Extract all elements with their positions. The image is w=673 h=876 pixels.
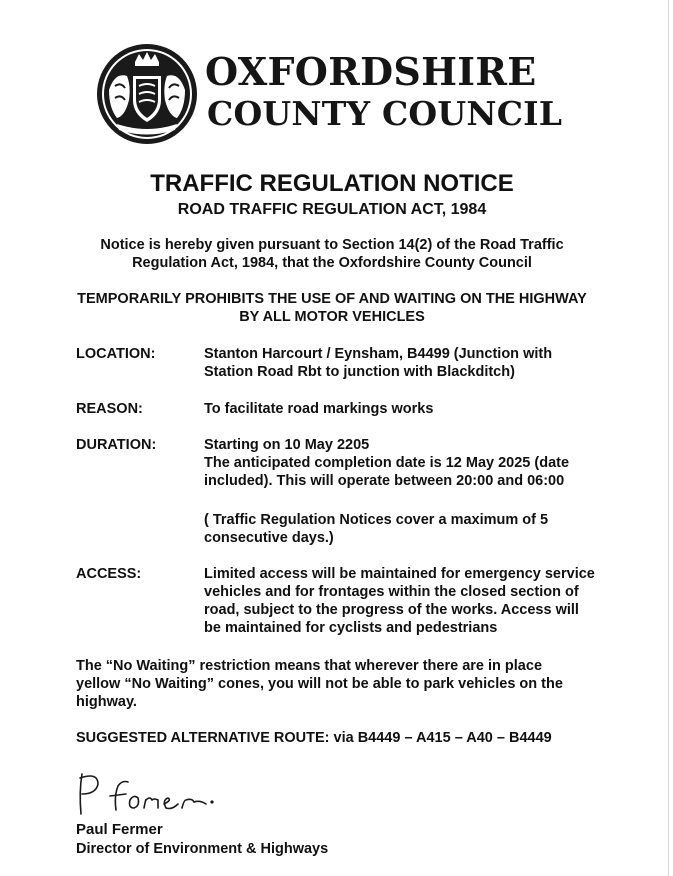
duration-line: included). This will operate between 20:00 and 06:00: [204, 473, 565, 489]
duration-note-line: consecutive days.): [204, 530, 334, 546]
no-waiting-line: The “No Waiting” restriction means that wherever there are in place: [76, 658, 543, 674]
duration-line: Starting on 10 May 2205: [204, 437, 370, 453]
prohibition-line: BY ALL MOTOR VEHICLES: [239, 309, 425, 325]
council-name-line2: COUNTY COUNCIL: [207, 94, 563, 133]
access-value: [204, 565, 644, 637]
no-waiting-paragraph: [76, 657, 636, 711]
duration-line: The anticipated completion date is 12 May 2025 (date: [204, 455, 570, 471]
council-name: [205, 49, 575, 133]
notice-title: TRAFFIC REGULATION NOTICE: [150, 170, 514, 197]
access-line: Limited access will be maintained for emergency service: [204, 566, 595, 582]
access-line: be maintained for cyclists and pedestrians: [204, 620, 498, 636]
reason-label: REASON:: [76, 401, 143, 417]
intro-line: Regulation Act, 1984, that the Oxfordshire County Council: [132, 255, 532, 271]
location-label: LOCATION:: [76, 346, 156, 362]
location-value: [204, 345, 644, 381]
intro-line: Notice is hereby given pursuant to Section 14(2) of the Road Traffic: [100, 237, 564, 253]
no-waiting-line: yellow “No Waiting” cones, you will not be able to park vehicles on the: [76, 676, 563, 692]
duration-note-line: ( Traffic Regulation Notices cover a maximum of 5: [204, 512, 549, 528]
signatory-name: Paul Fermer: [76, 821, 163, 838]
council-name-line1: OXFORDSHIRE: [205, 49, 537, 94]
signature-image: [76, 770, 226, 822]
location-line: Station Road Rbt to junction with Blackditch): [204, 364, 515, 380]
duration-note: [204, 511, 644, 547]
duration-value: [204, 436, 644, 490]
access-line: vehicles and for frontages within the closed section of: [204, 584, 579, 600]
signatory-title: Director of Environment & Highways: [76, 841, 329, 857]
location-line: Stanton Harcourt / Eynsham, B4499 (Junction with: [204, 346, 553, 362]
notice-intro: [0, 236, 664, 272]
reason-value: To facilitate road markings works: [204, 401, 434, 417]
duration-label: DURATION:: [76, 437, 157, 453]
prohibition-line: TEMPORARILY PROHIBITS THE USE OF AND WAITING ON THE HIGHWAY: [77, 291, 587, 307]
notice-subtitle: ROAD TRAFFIC REGULATION ACT, 1984: [177, 201, 487, 218]
no-waiting-line: highway.: [76, 694, 137, 710]
page-edge-line: [668, 0, 669, 876]
access-line: road, subject to the progress of the works. Access will: [204, 602, 579, 618]
prohibition-statement: [0, 290, 664, 326]
alternative-route: SUGGESTED ALTERNATIVE ROUTE: via B4449 – A415 – A40 – B4449: [76, 730, 552, 746]
access-label: ACCESS:: [76, 566, 142, 582]
council-crest-logo: [95, 42, 199, 146]
